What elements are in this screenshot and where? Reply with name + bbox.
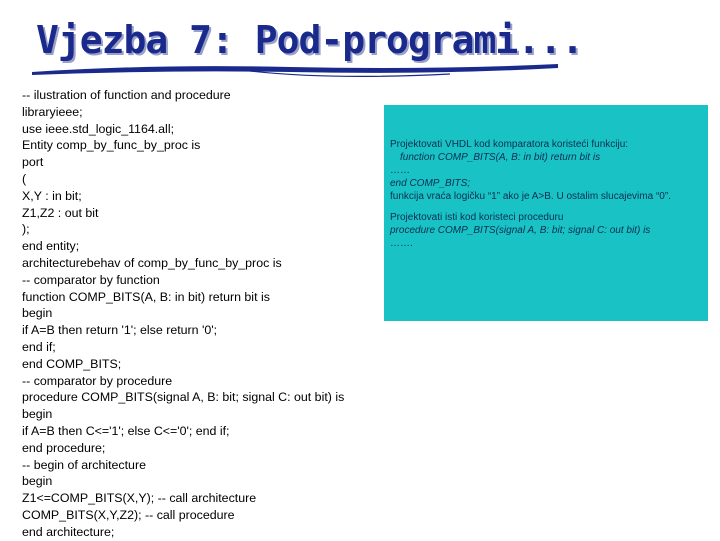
code-line: end if; bbox=[22, 339, 56, 354]
code-line: -- ilustration of function and procedure bbox=[22, 88, 231, 102]
code-line: end entity; bbox=[22, 239, 80, 254]
code-line: if A=B then return '1'; else return '0'; bbox=[22, 323, 218, 338]
task1-intro: Projektovati VHDL kod komparatora koristeći funkciju: bbox=[390, 139, 629, 150]
code-line: end COMP_BITS; bbox=[22, 356, 122, 371]
code-line: if A=B then C<='1'; else C<='0'; end if; bbox=[22, 423, 230, 438]
code-line: Entity comp_by_func_by_proc is bbox=[22, 138, 201, 153]
code-line: use ieee.std_logic_1164.all; bbox=[22, 121, 175, 136]
code-line: procedure COMP_BITS(signal A, B: bit; signal C: out bit) is bbox=[22, 390, 345, 405]
code-line: COMP_BITS(X,Y,Z2); -- call procedure bbox=[22, 507, 235, 522]
code-line: -- comparator by function bbox=[22, 272, 160, 287]
code-line: ); bbox=[22, 222, 30, 237]
task-panel bbox=[384, 105, 708, 321]
task2-procedure-signature: procedure COMP_BITS(signal A, B: bit; signal C: out bit) is bbox=[390, 225, 651, 236]
code-line: begin bbox=[22, 474, 53, 489]
task1-ellipsis: …… bbox=[390, 165, 410, 176]
code-line: architecturebehav of comp_by_func_by_proc is bbox=[22, 255, 282, 270]
code-line: port bbox=[22, 155, 44, 170]
code-line: begin bbox=[22, 306, 53, 321]
code-line: ( bbox=[22, 171, 27, 186]
title-underline-swoosh bbox=[30, 58, 560, 88]
code-line: libraryieee; bbox=[22, 104, 83, 119]
slide-title: Vjezba 7: Pod-programi... bbox=[36, 18, 583, 62]
code-line: -- begin of architecture bbox=[22, 457, 146, 472]
task2-ellipsis: ……. bbox=[390, 238, 413, 249]
code-line: function COMP_BITS(A, B: in bit) return bit is bbox=[22, 289, 270, 304]
code-line: end architecture; bbox=[22, 524, 115, 539]
code-line: begin bbox=[22, 407, 53, 422]
vhdl-code-listing bbox=[22, 87, 372, 541]
task1-description: funkcija vraća logičku “1” ako je A>B. U ostalim slucajevima “0”. bbox=[390, 191, 671, 202]
task2-intro: Projektovati isti kod koristeci proceduru bbox=[390, 212, 564, 223]
task1-end-statement: end COMP_BITS; bbox=[390, 178, 471, 189]
code-line: Z1<=COMP_BITS(X,Y); -- call architecture bbox=[22, 491, 257, 506]
code-line: Z1,Z2 : out bit bbox=[22, 205, 99, 220]
task1-function-signature: function COMP_BITS(A, B: in bit) return bit is bbox=[400, 152, 601, 163]
code-line: end procedure; bbox=[22, 440, 106, 455]
code-line: X,Y : in bit; bbox=[22, 188, 82, 203]
code-line: -- comparator by procedure bbox=[22, 373, 173, 388]
